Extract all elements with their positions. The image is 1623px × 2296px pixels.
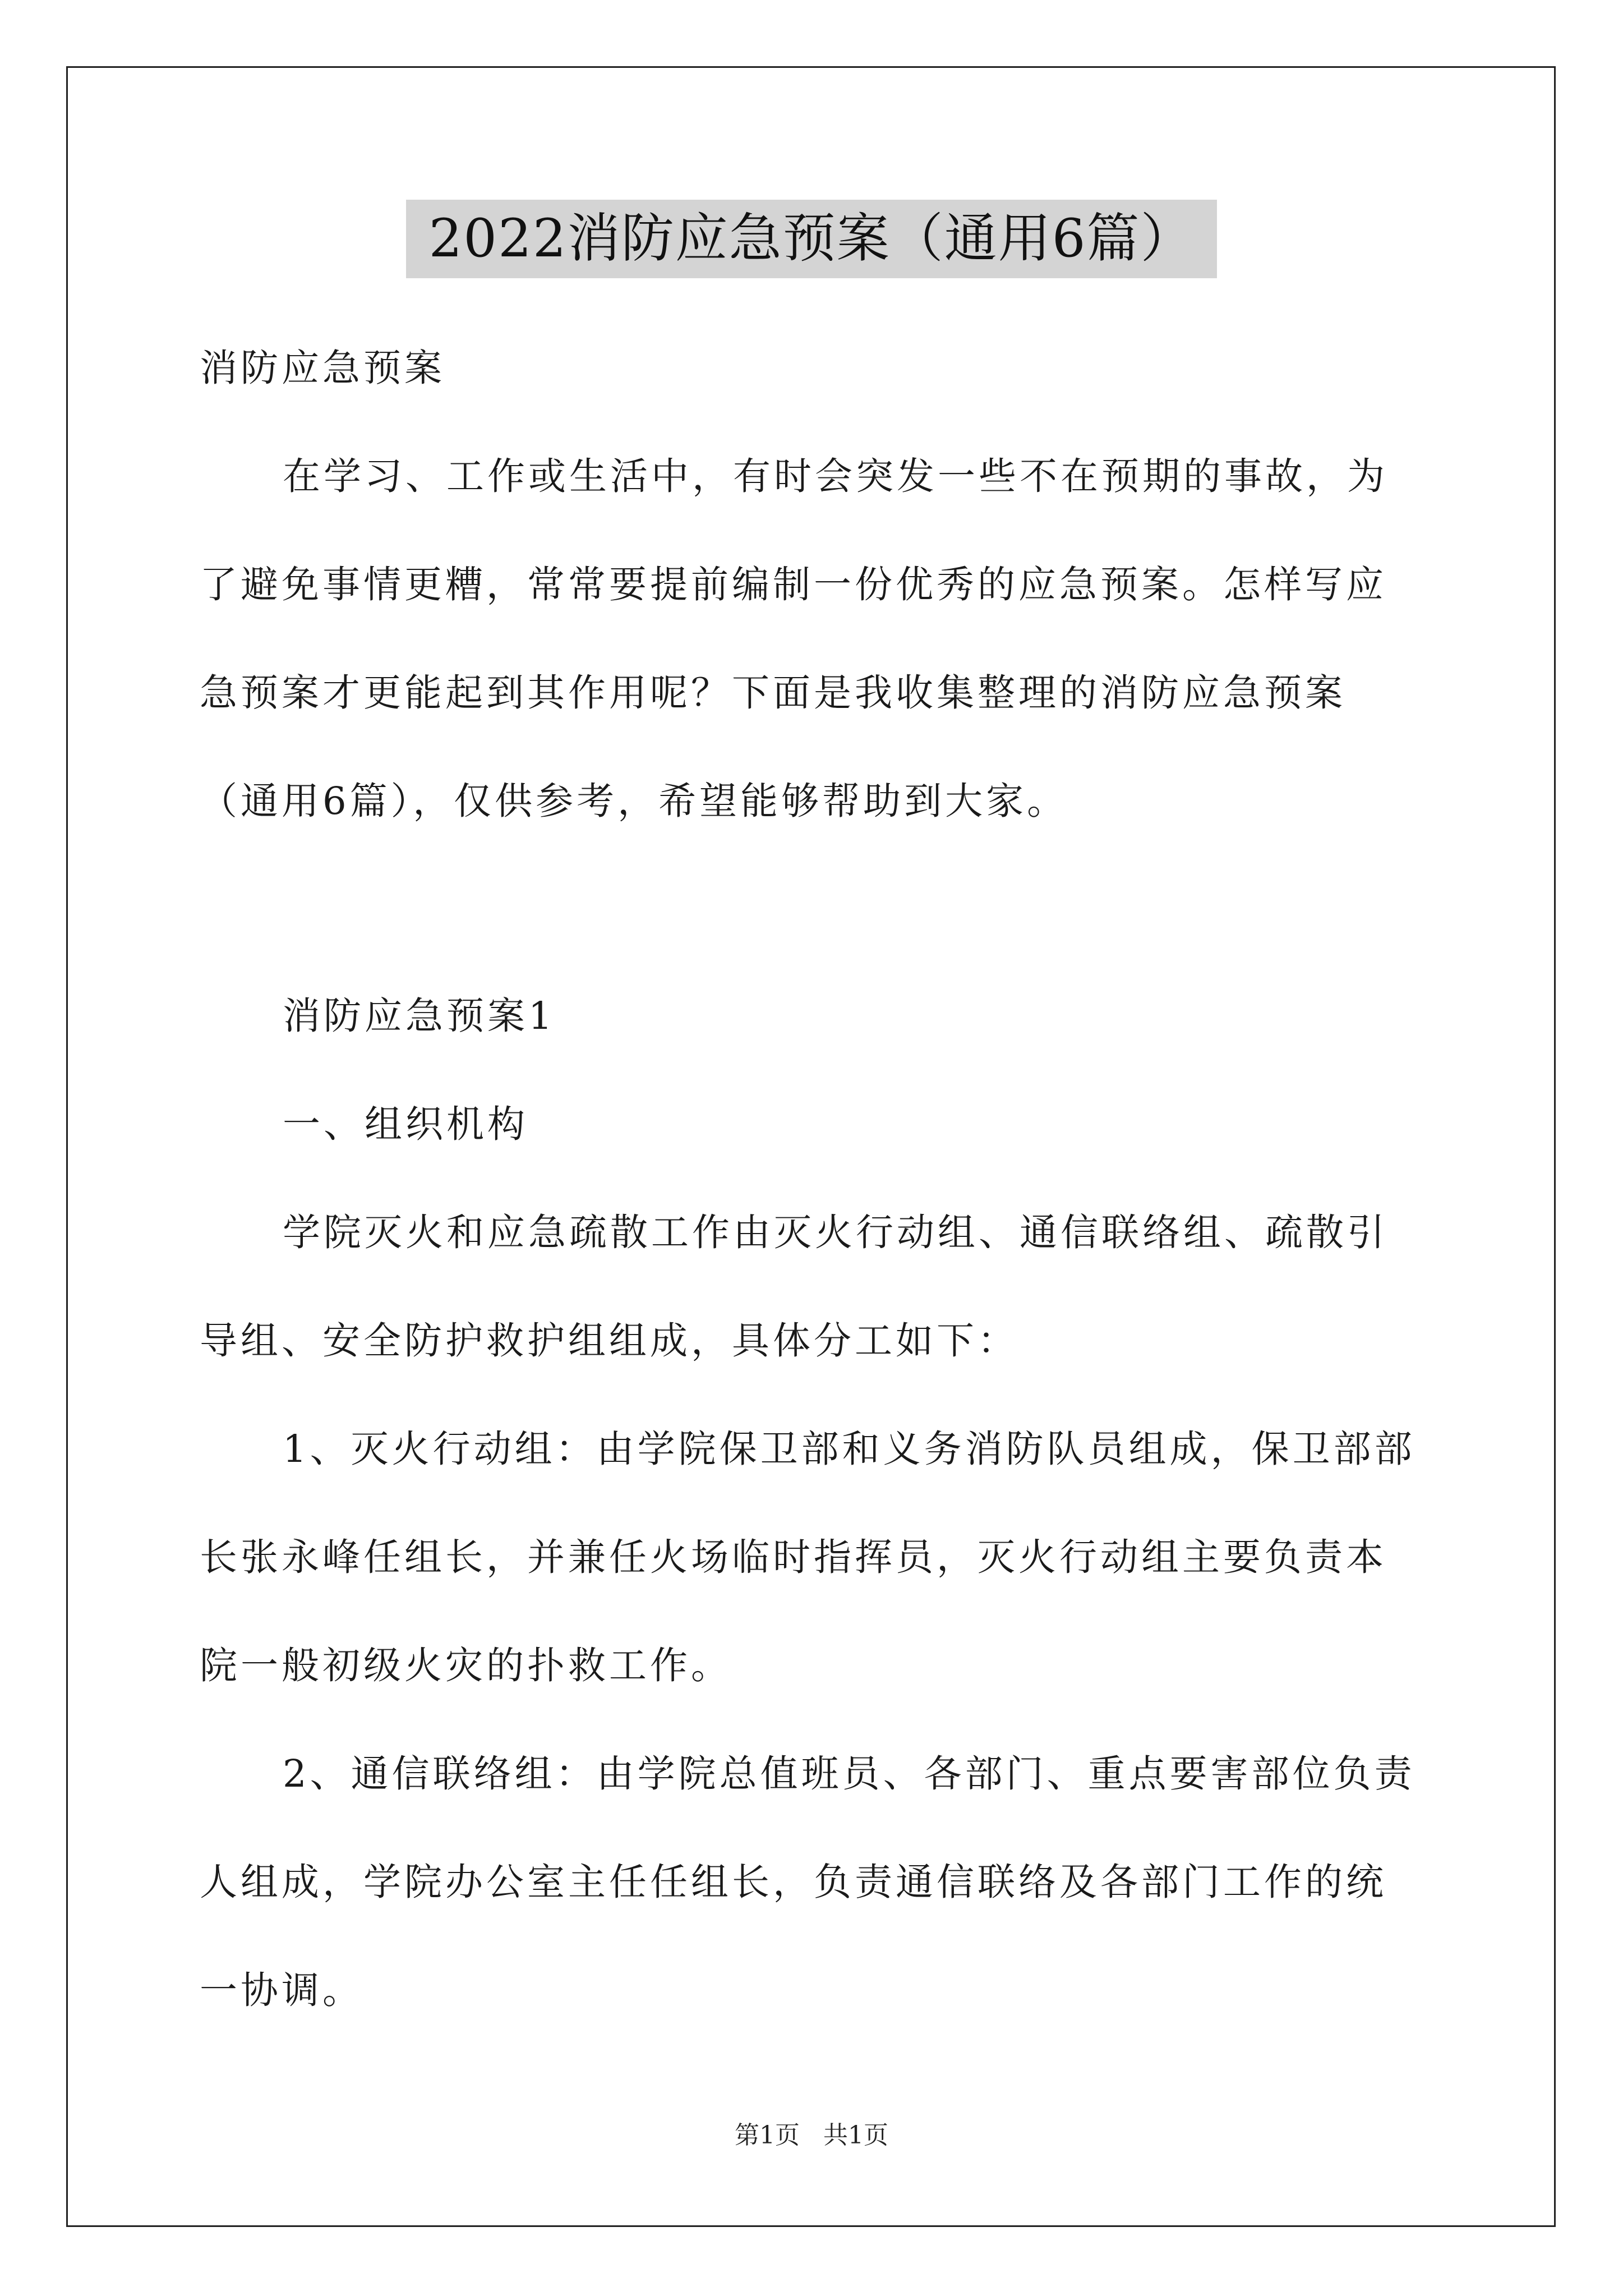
body-paragraph: 1、灭火行动组：由学院保卫部和义务消防队员组成，保卫部部长张永峰任组长，并兼任火场临时指挥员，灭火行动组主要负责本院一般初级火灾的扑救工作。 — [200, 1427, 1415, 1687]
intro-paragraph: 在学习、工作或生活中，有时会突发一些不在预期的事故，为了避免事情更糟，常常要提前编制一份优秀的应急预案。怎样写应急预案才更能起到其作用呢？下面是我收集整理的消防应急预案（通用6篇），仅供参考，希望能够帮助到大家。 — [200, 454, 1388, 823]
subsection-title: 一、组织机构 — [283, 1102, 528, 1146]
section-spacer — [200, 855, 1427, 962]
document-heading: 消防应急预案 — [200, 346, 445, 390]
document-title: 2022消防应急预案（通用6篇） — [406, 200, 1216, 278]
page-number-current: 第1页 — [735, 2121, 800, 2150]
body-paragraph: 学院灭火和应急疏散工作由灭火行动组、通信联络组、疏散引导组、安全防护救护组组成，具体分工如下： — [200, 1211, 1388, 1363]
page-number-total: 共1页 — [823, 2121, 888, 2150]
document-body — [200, 314, 1427, 2045]
title-container — [0, 200, 1623, 278]
body-paragraph: 2、通信联络组：由学院总值班员、各部门、重点要害部位负责人组成，学院办公室主任任组长，负责通信联络及各部门工作的统一协调。 — [200, 1752, 1415, 2012]
page-footer — [0, 2115, 1623, 2151]
section-title: 消防应急预案1 — [283, 994, 556, 1038]
